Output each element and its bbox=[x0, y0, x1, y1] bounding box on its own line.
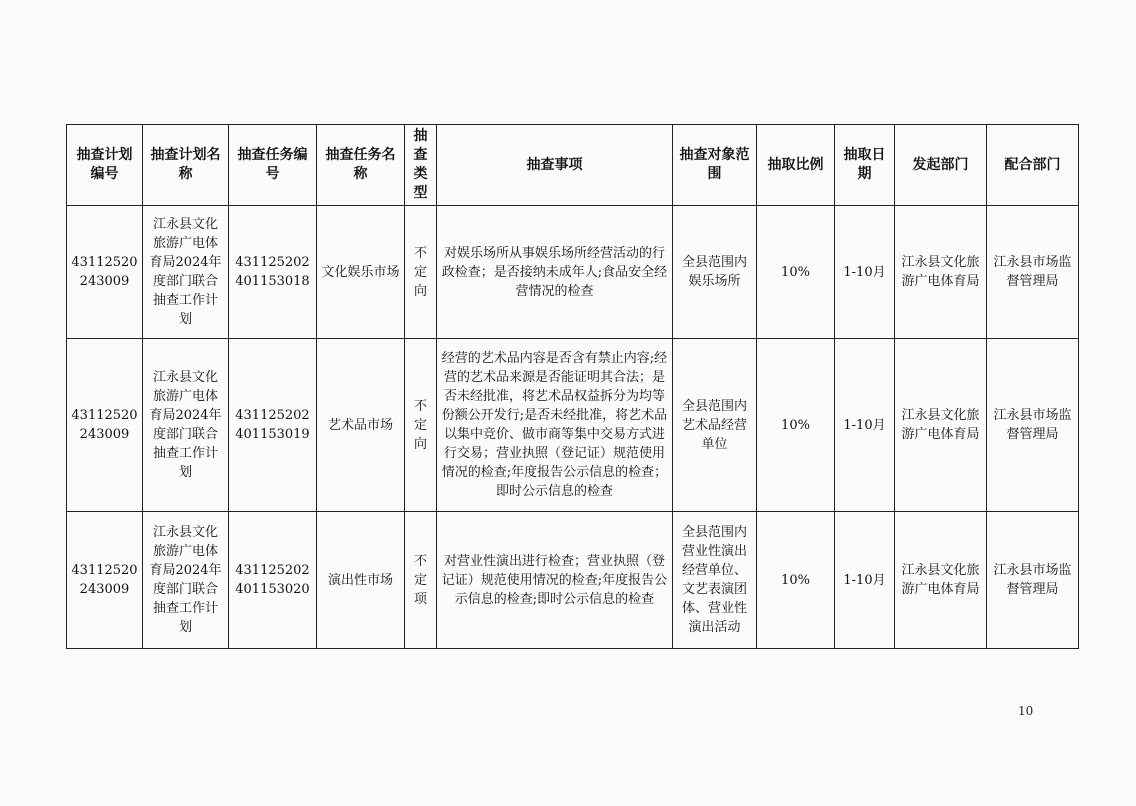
header-task-name: 抽查任务名称 bbox=[317, 125, 405, 206]
page-number: 10 bbox=[1018, 704, 1034, 718]
cell-plan-no: 43112520243009 bbox=[67, 206, 143, 339]
table-row bbox=[67, 339, 1079, 512]
cell-date: 1-10月 bbox=[835, 206, 895, 339]
cell-date: 1-10月 bbox=[835, 512, 895, 649]
header-partner: 配合部门 bbox=[987, 125, 1079, 206]
cell-scope: 全县范围内艺术品经营单位 bbox=[673, 339, 757, 512]
header-initiator: 发起部门 bbox=[895, 125, 987, 206]
cell-task-no: 431125202401153018 bbox=[229, 206, 317, 339]
cell-task-no: 431125202401153020 bbox=[229, 512, 317, 649]
cell-ratio: 10% bbox=[757, 339, 835, 512]
cell-scope: 全县范围内娱乐场所 bbox=[673, 206, 757, 339]
cell-type: 不定项 bbox=[405, 512, 437, 649]
cell-items: 对娱乐场所从事娱乐场所经营活动的行政检查；是否接纳未成年人;食品安全经营情况的检查 bbox=[437, 206, 673, 339]
cell-plan-no: 43112520243009 bbox=[67, 339, 143, 512]
header-scope: 抽查对象范围 bbox=[673, 125, 757, 206]
header-plan-no: 抽查计划编号 bbox=[67, 125, 143, 206]
header-date: 抽取日期 bbox=[835, 125, 895, 206]
header-type: 抽查类型 bbox=[405, 125, 437, 206]
cell-scope: 全县范围内营业性演出经营单位、文艺表演团体、营业性演出活动 bbox=[673, 512, 757, 649]
table-row bbox=[67, 512, 1079, 649]
cell-task-name: 艺术品市场 bbox=[317, 339, 405, 512]
cell-ratio: 10% bbox=[757, 512, 835, 649]
cell-plan-no: 43112520243009 bbox=[67, 512, 143, 649]
cell-partner: 江永县市场监督管理局 bbox=[987, 512, 1079, 649]
cell-items: 对营业性演出进行检查；营业执照（登记证）规范使用情况的检查;年度报告公示信息的检查;即时公示信息的检查 bbox=[437, 512, 673, 649]
header-items: 抽查事项 bbox=[437, 125, 673, 206]
cell-task-name: 演出性市场 bbox=[317, 512, 405, 649]
cell-type: 不定向 bbox=[405, 339, 437, 512]
cell-items: 经营的艺术品内容是否含有禁止内容;经营的艺术品来源是否能证明其合法；是否未经批准，将艺术品权益拆分为均等份额公开发行;是否未经批准，将艺术品以集中竞价、做市商等集中交易方式进行交易；营业执照（登记证）规范使用情况的检查;年度报告公示信息的检查；即时公示信息的检查 bbox=[437, 339, 673, 512]
header-plan-name: 抽查计划名称 bbox=[143, 125, 229, 206]
cell-initiator: 江永县文化旅游广电体育局 bbox=[895, 512, 987, 649]
table-row bbox=[67, 206, 1079, 339]
spot-check-plan-table bbox=[66, 124, 1079, 649]
cell-partner: 江永县市场监督管理局 bbox=[987, 339, 1079, 512]
cell-plan-name: 江永县文化旅游广电体育局2024年度部门联合抽查工作计划 bbox=[143, 339, 229, 512]
cell-plan-name: 江永县文化旅游广电体育局2024年度部门联合抽查工作计划 bbox=[143, 206, 229, 339]
cell-initiator: 江永县文化旅游广电体育局 bbox=[895, 339, 987, 512]
header-ratio: 抽取比例 bbox=[757, 125, 835, 206]
cell-partner: 江永县市场监督管理局 bbox=[987, 206, 1079, 339]
header-row bbox=[67, 125, 1079, 206]
cell-type: 不定向 bbox=[405, 206, 437, 339]
header-task-no: 抽查任务编号 bbox=[229, 125, 317, 206]
cell-task-name: 文化娱乐市场 bbox=[317, 206, 405, 339]
cell-plan-name: 江永县文化旅游广电体育局2024年度部门联合抽查工作计划 bbox=[143, 512, 229, 649]
cell-task-no: 431125202401153019 bbox=[229, 339, 317, 512]
cell-date: 1-10月 bbox=[835, 339, 895, 512]
cell-initiator: 江永县文化旅游广电体育局 bbox=[895, 206, 987, 339]
cell-ratio: 10% bbox=[757, 206, 835, 339]
